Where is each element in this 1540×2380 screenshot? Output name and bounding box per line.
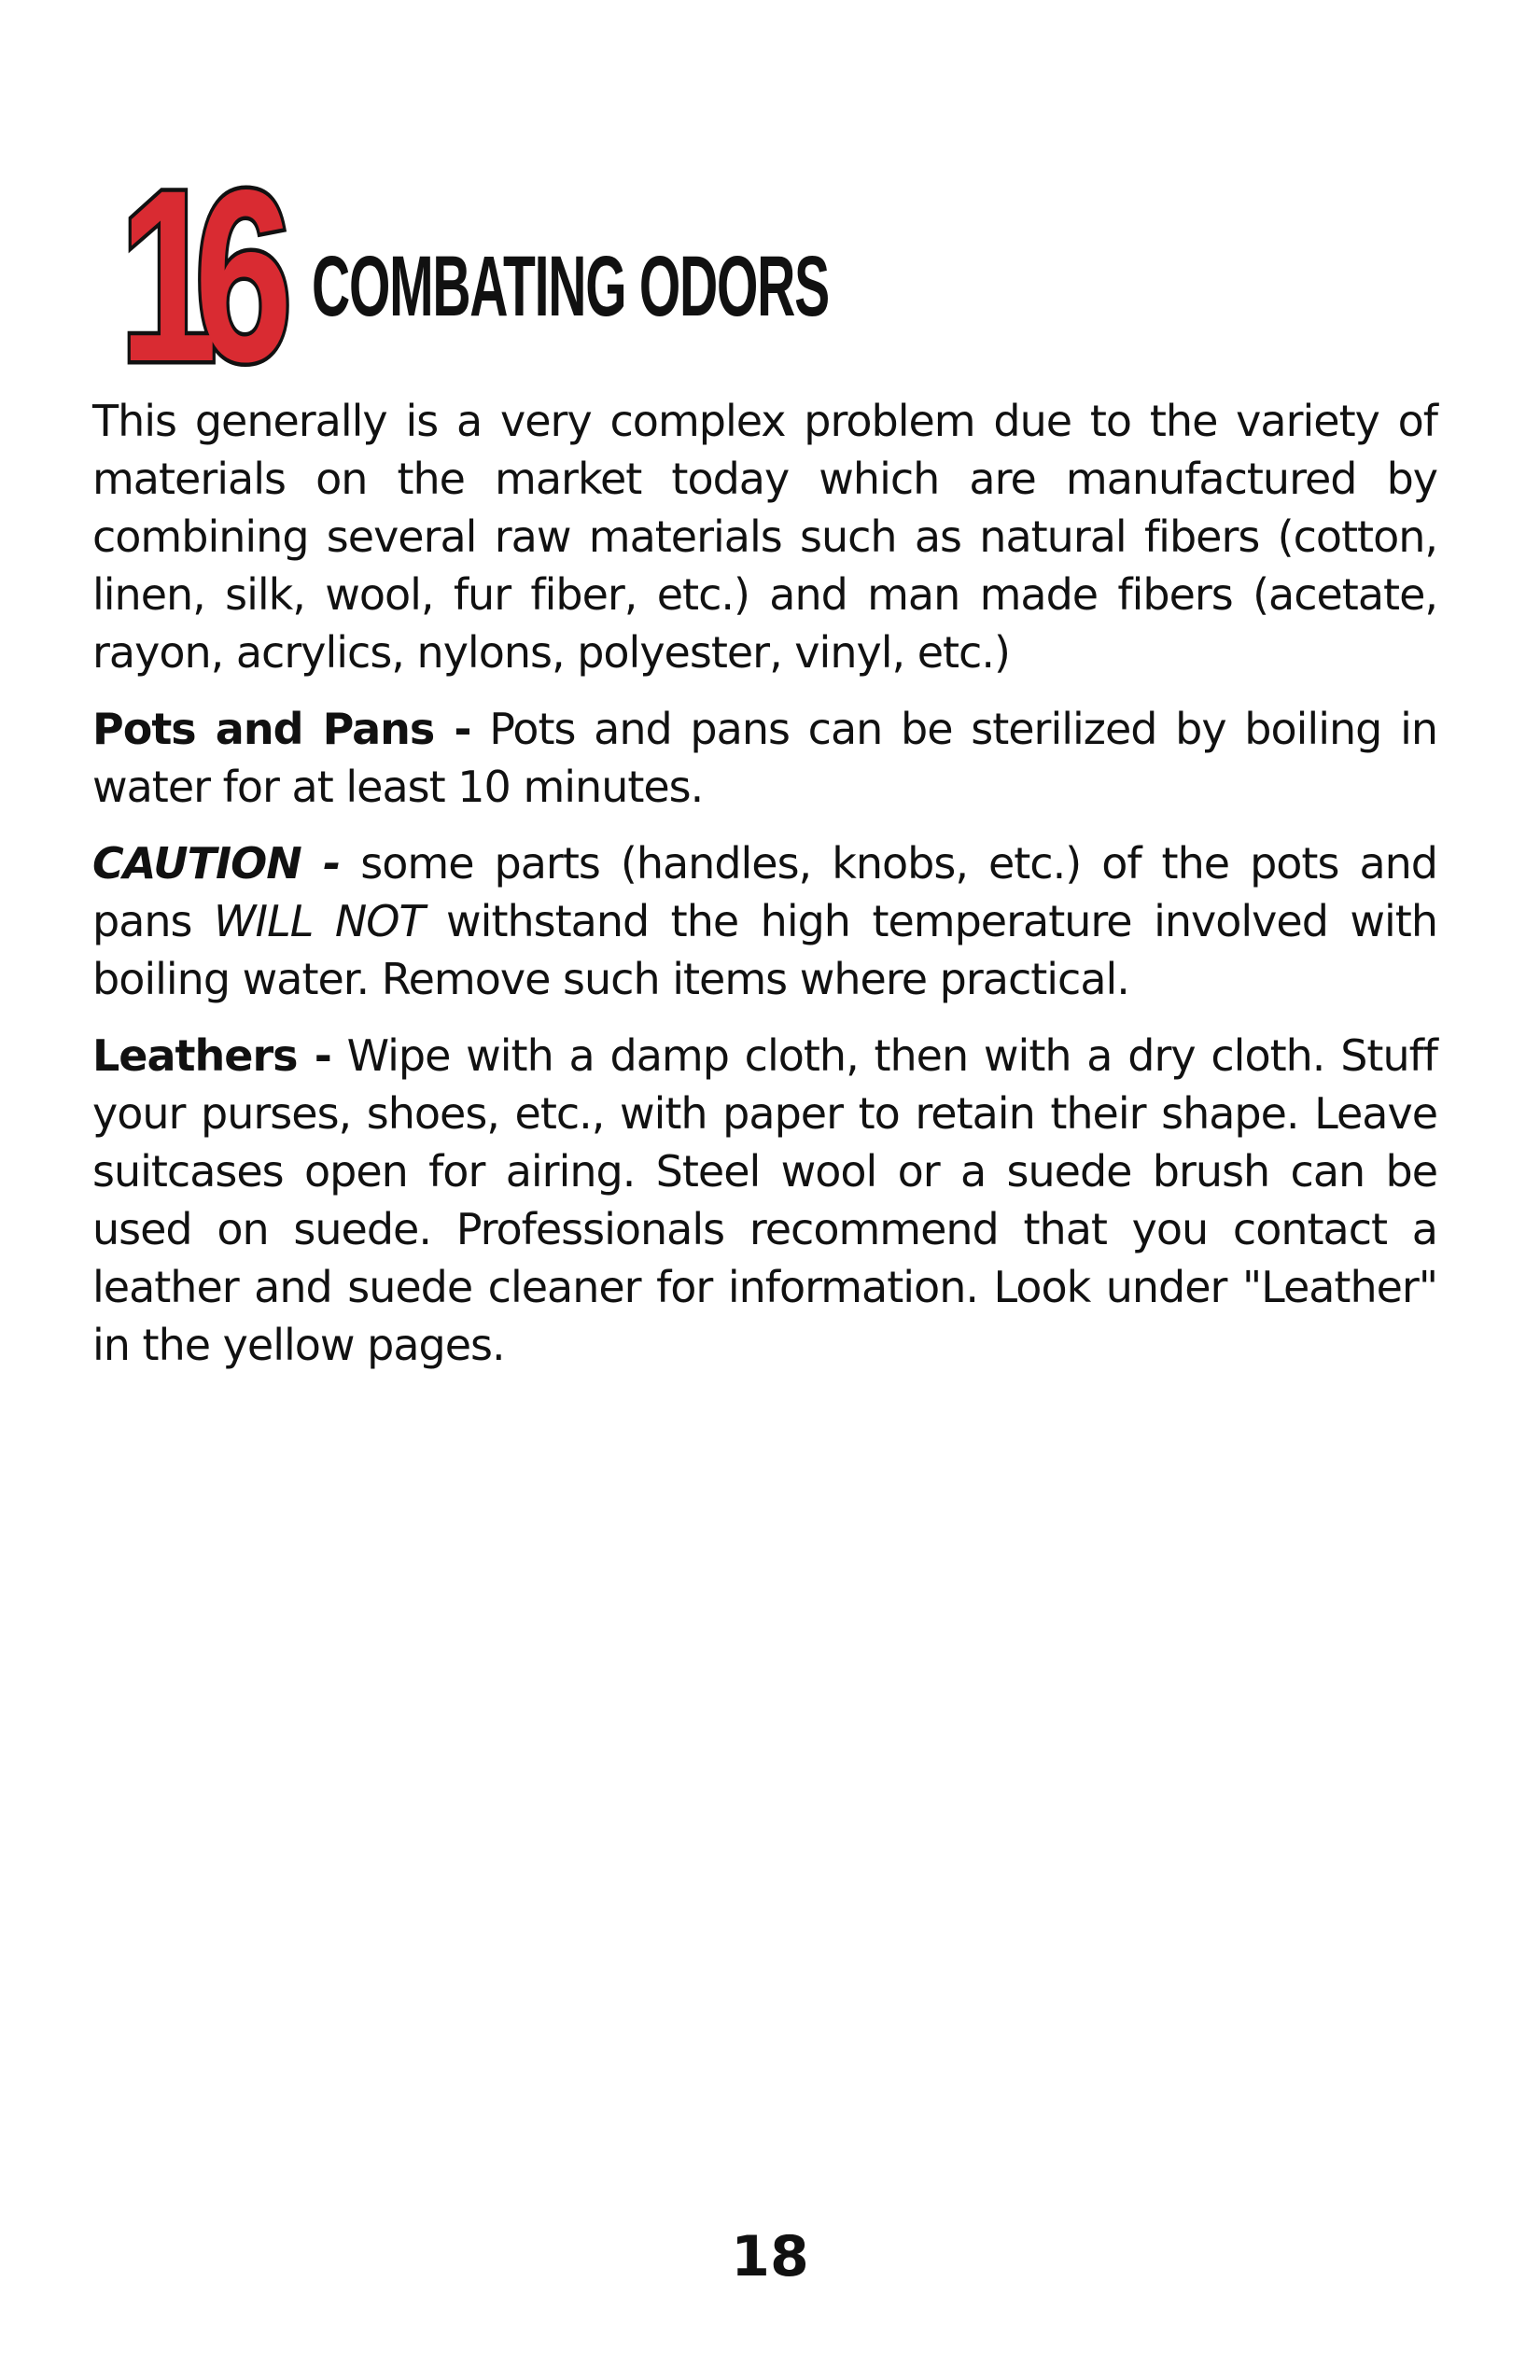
caution-emphasis: WILL NOT [214,896,425,946]
body-content [92,392,1437,1393]
caution-label: CAUTION - [92,838,341,889]
pots-paragraph [92,700,1437,816]
pots-label: Pots and Pans - [92,704,471,754]
intro-paragraph [92,392,1437,681]
leathers-label: Leathers - [92,1030,331,1081]
chapter-number: 16 [119,139,270,413]
chapter-title: COMBATING ODORS [312,239,829,334]
leathers-paragraph [92,1027,1437,1374]
leathers-text: Wipe with a damp cloth, then with a dry cloth. Stuff your purses, shoes, etc., with paper to retain their shape. Leave suitcases open for airing. Steel wool or a suede brush can be used on suede. Professionals recommend that you contact a leather and suede cleaner for information. Look under "Leather" in the yellow pages. [92,1030,1437,1370]
pots-text: Pots and pans can be sterilized by boiling in water for at least 10 minutes. [92,704,1437,812]
intro-text: This generally is a very complex problem due to the variety of materials on the market today which are manufactured by combining several raw materials such as natural fibers (cotton, linen, silk, wool, fur fiber, etc.) and man made fibers (acetate, rayon, acrylics, nylons, polyester, vinyl, etc.) [92,396,1437,678]
chapter-header [119,139,959,413]
caution-text-2: withstand the high temperature involved with boiling water. Remove such items where practical. [92,896,1437,1004]
caution-text-1: some parts (handles, knobs, etc.) of the pots and pans [92,838,1437,946]
caution-paragraph [92,834,1437,1008]
page-number: 18 [731,2224,809,2289]
